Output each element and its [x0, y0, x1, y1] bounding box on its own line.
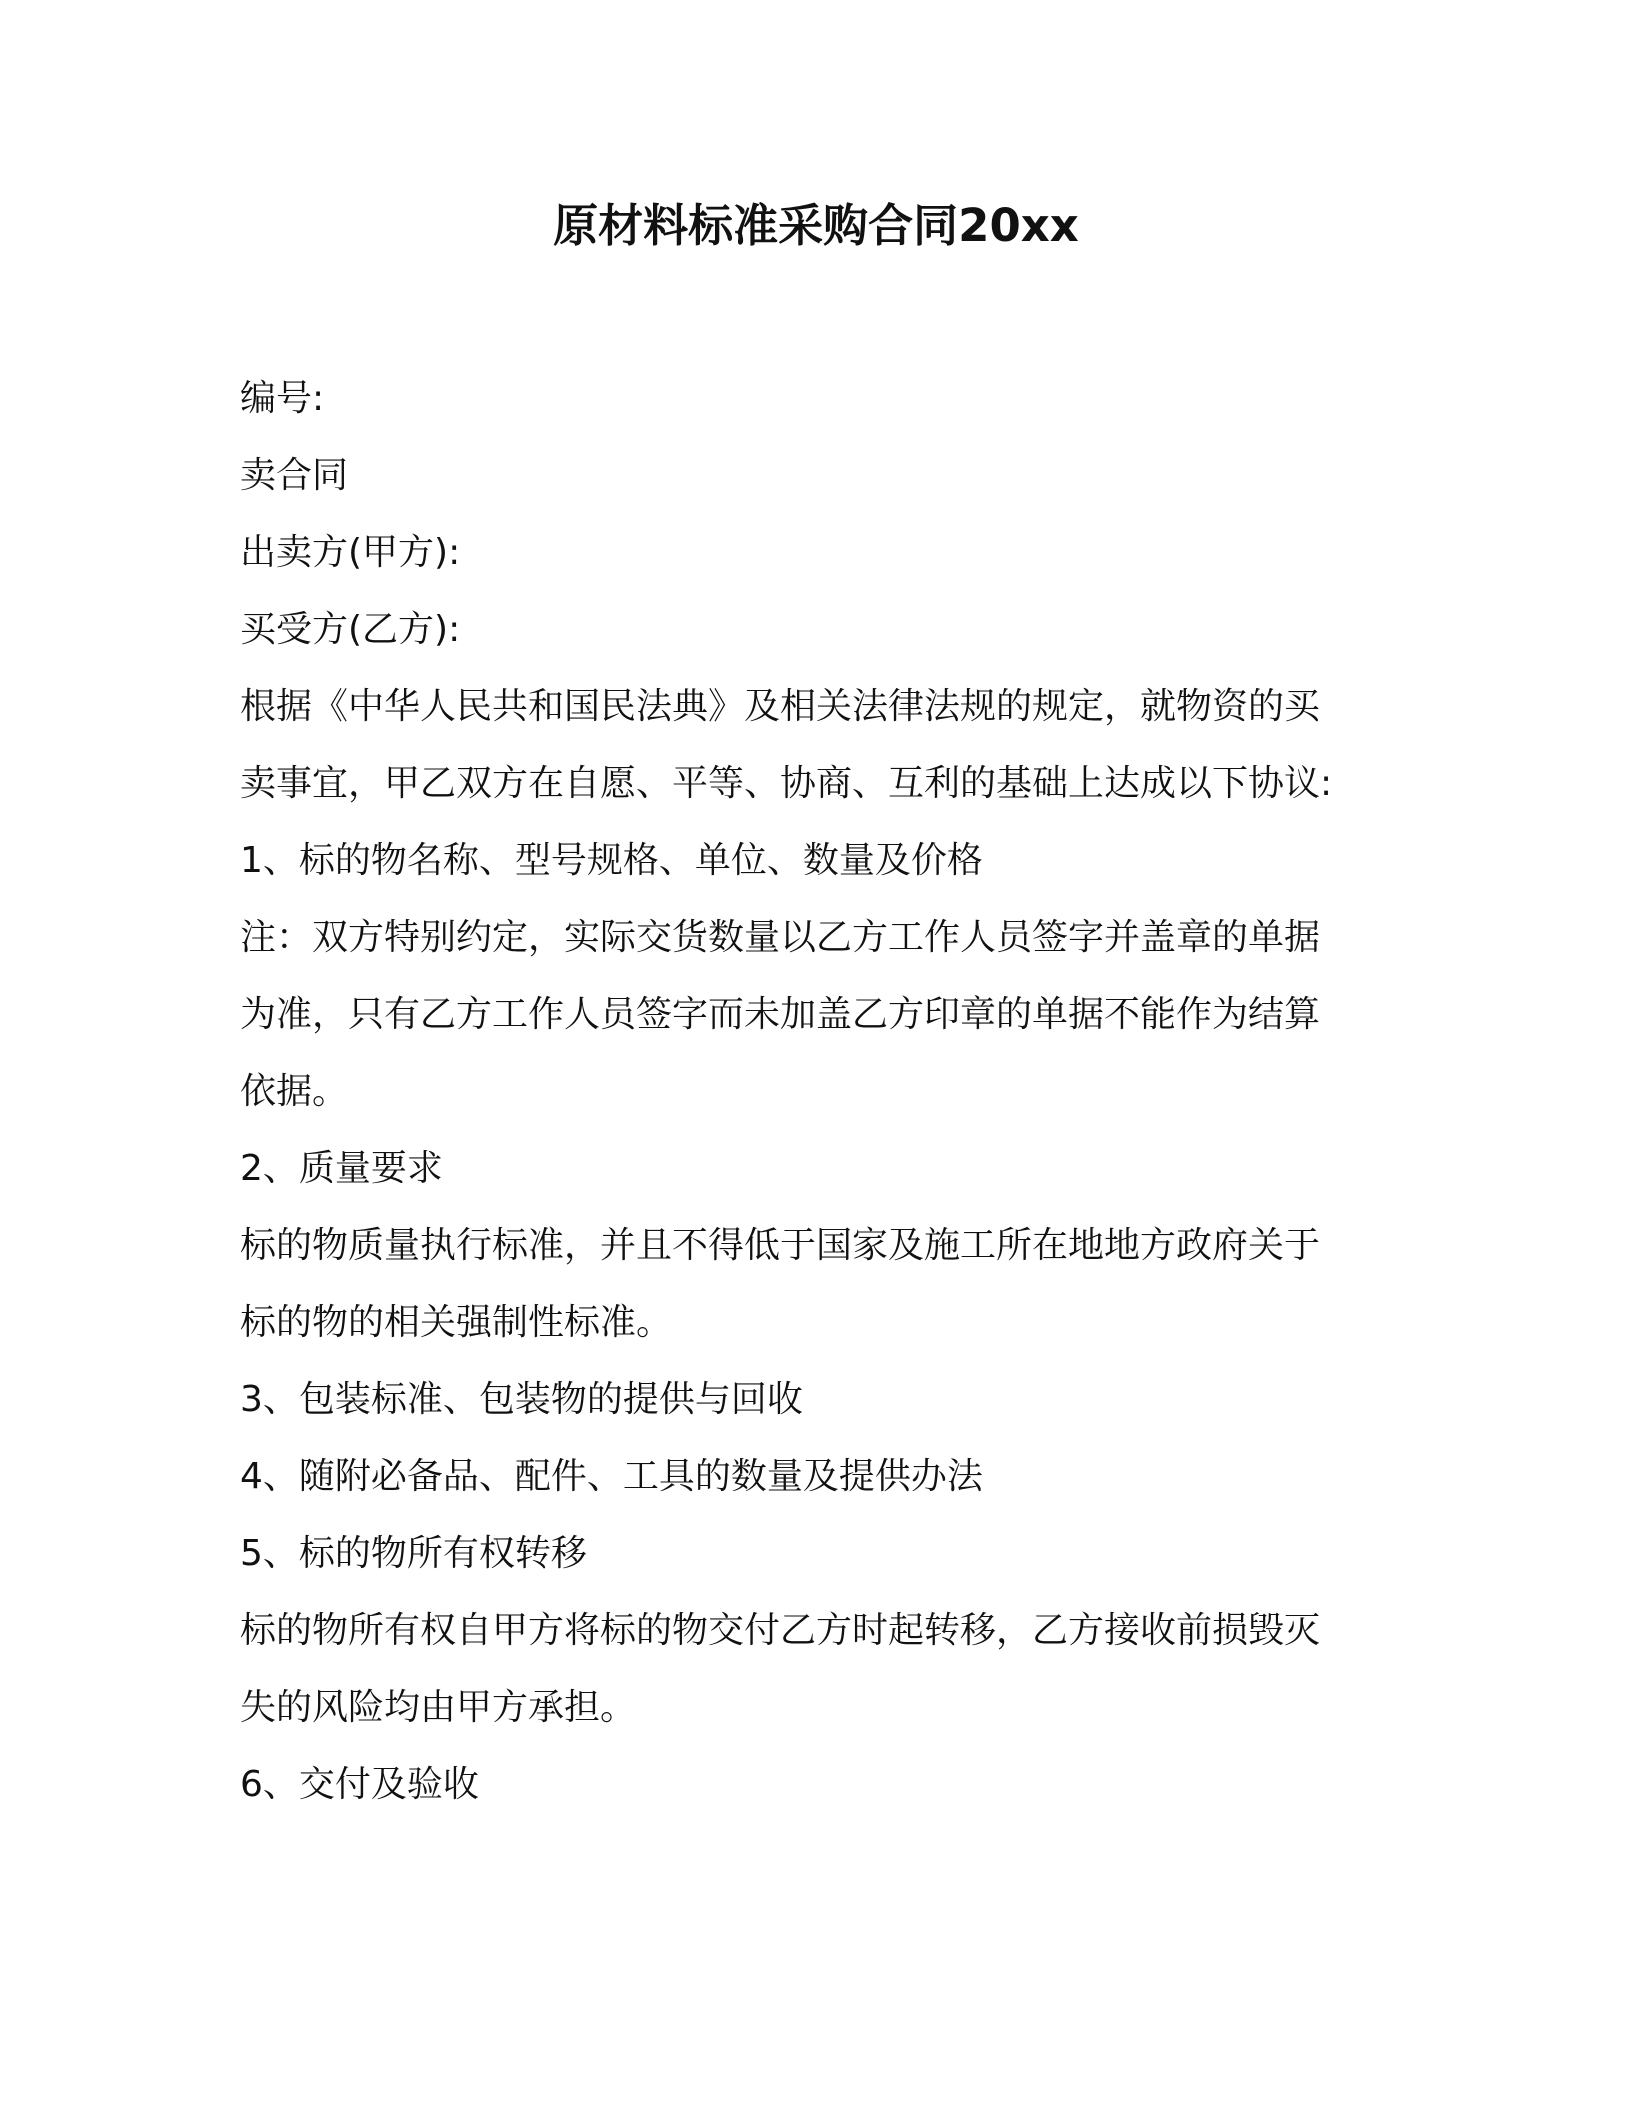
preamble-line: 卖事宜，甲乙双方在自愿、平等、协商、互利的基础上达成以下协议:	[240, 763, 1333, 804]
paragraph-line: 标的物质量执行标准，并且不得低于国家及施工所在地地方政府关于	[240, 1225, 1321, 1266]
document-title: 原材料标准采购合同20xx	[553, 199, 1079, 252]
contract-type-line: 卖合同	[240, 455, 349, 496]
paragraph-line: 注：双方特别约定，实际交货数量以乙方工作人员签字并盖章的单据	[240, 917, 1321, 958]
document-body	[240, 360, 1380, 1823]
section-heading: 4、随附必备品、配件、工具的数量及提供办法	[240, 1456, 983, 1497]
section-heading: 3、包装标准、包装物的提供与回收	[240, 1379, 803, 1420]
section-heading: 6、交付及验收	[240, 1764, 479, 1805]
paragraph-line: 依据。	[240, 1071, 349, 1112]
seller-party-label: 出卖方(甲方):	[240, 532, 461, 573]
paragraph-line: 标的物所有权自甲方将标的物交付乙方时起转移，乙方接收前损毁灭	[240, 1610, 1321, 1651]
section-heading: 1、标的物名称、型号规格、单位、数量及价格	[240, 840, 983, 881]
section-heading: 2、质量要求	[240, 1148, 443, 1189]
paragraph-line: 标的物的相关强制性标准。	[240, 1302, 673, 1343]
paragraph-line: 失的风险均由甲方承担。	[240, 1687, 637, 1728]
contract-number-label: 编号:	[240, 378, 325, 419]
section-heading: 5、标的物所有权转移	[240, 1533, 587, 1574]
paragraph-line: 为准，只有乙方工作人员签字而未加盖乙方印章的单据不能作为结算	[240, 994, 1321, 1035]
buyer-party-label: 买受方(乙方):	[240, 609, 461, 650]
preamble-line: 根据《中华人民共和国民法典》及相关法律法规的规定，就物资的买	[240, 686, 1321, 727]
